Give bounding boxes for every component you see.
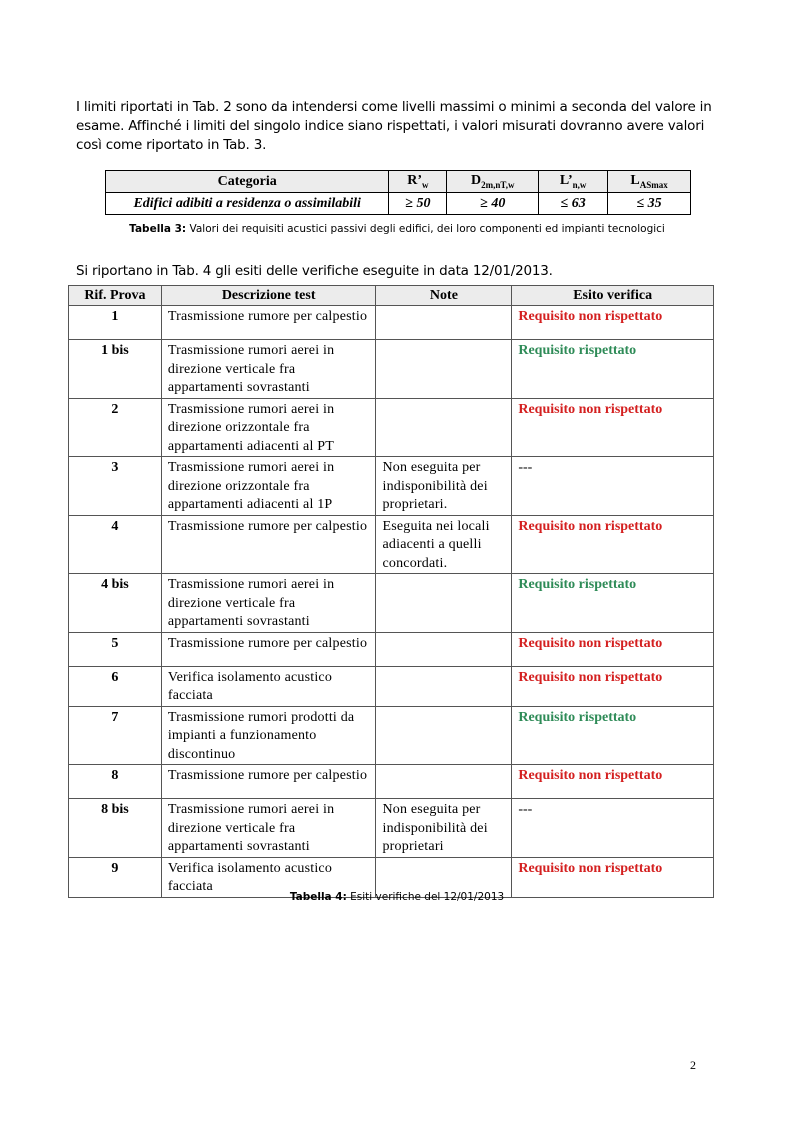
header-lnw <box>539 171 608 193</box>
requirements-header-row <box>106 171 691 193</box>
cell-esito: --- <box>512 799 714 858</box>
cell-note: Non eseguita per indisponibilità dei proprietari. <box>376 457 512 516</box>
header-esito: Esito verifica <box>512 286 714 306</box>
table-row <box>69 515 714 574</box>
header-d-sub: 2m,nT,w <box>481 179 515 190</box>
cell-descrizione: Trasmissione rumore per calpestio <box>161 765 376 799</box>
cell-categoria: Edifici adibiti a residenza o assimilabili <box>106 193 389 215</box>
cell-esito: Requisito non rispettato <box>512 857 714 897</box>
header-rw-main: R’ <box>407 173 422 189</box>
header-lasmax <box>608 171 691 193</box>
table4-caption-text: Esiti verifiche del 12/01/2013 <box>346 891 505 903</box>
table-row <box>69 457 714 516</box>
cell-descrizione: Verifica isolamento acustico facciata <box>161 857 376 897</box>
results-intro: Si riportano in Tab. 4 gli esiti delle verifiche eseguite in data 12/01/2013. <box>76 263 553 279</box>
table-row <box>69 340 714 399</box>
header-rw-sub: w <box>422 179 429 190</box>
cell-rw: ≥ 50 <box>389 193 447 215</box>
table3-caption-label: Tabella 3: <box>129 223 187 235</box>
cell-note <box>376 632 512 666</box>
cell-note <box>376 574 512 633</box>
table4-caption-label: Tabella 4: <box>289 891 347 903</box>
cell-descrizione: Trasmissione rumori prodotti da impianti a funzionamento discontinuo <box>161 706 376 765</box>
cell-descrizione: Trasmissione rumori aerei in direzione orizzontale fra appartamenti adiacenti al PT <box>161 398 376 457</box>
header-rw <box>389 171 447 193</box>
cell-rif: 7 <box>69 706 162 765</box>
cell-lasmax: ≤ 35 <box>608 193 691 215</box>
header-l-sub: n,w <box>572 179 587 190</box>
cell-descrizione: Trasmissione rumore per calpestio <box>161 515 376 574</box>
header-la-main: L <box>630 173 640 189</box>
table3-caption-text: Valori dei requisiti acustici passivi degli edifici, dei loro componenti ed impianti tecnologici <box>186 223 665 235</box>
cell-descrizione: Trasmissione rumori aerei in direzione orizzontale fra appartamenti adiacenti al 1P <box>161 457 376 516</box>
cell-esito: Requisito non rispettato <box>512 306 714 340</box>
cell-descrizione: Trasmissione rumore per calpestio <box>161 632 376 666</box>
cell-descrizione: Trasmissione rumori aerei in direzione verticale fra appartamenti sovrastanti <box>161 799 376 858</box>
cell-rif: 2 <box>69 398 162 457</box>
intro-line: così come riportato in Tab. 3. <box>76 137 267 153</box>
results-table <box>68 285 714 898</box>
table-row <box>69 574 714 633</box>
cell-note: Eseguita nei locali adiacenti a quelli concordati. <box>376 515 512 574</box>
header-d-main: D <box>471 173 482 189</box>
header-rif: Rif. Prova <box>69 286 162 306</box>
cell-rif: 4 bis <box>69 574 162 633</box>
header-categoria: Categoria <box>106 171 389 193</box>
cell-note <box>376 765 512 799</box>
table3-caption <box>0 223 794 235</box>
cell-descrizione: Trasmissione rumori aerei in direzione verticale fra appartamenti sovrastanti <box>161 340 376 399</box>
cell-esito: Requisito non rispettato <box>512 398 714 457</box>
cell-rif: 6 <box>69 666 162 706</box>
cell-esito: Requisito non rispettato <box>512 765 714 799</box>
requirements-table <box>105 170 691 215</box>
cell-esito: Requisito rispettato <box>512 340 714 399</box>
cell-descrizione: Trasmissione rumore per calpestio <box>161 306 376 340</box>
cell-rif: 1 bis <box>69 340 162 399</box>
table-row <box>69 398 714 457</box>
cell-d2m: ≥ 40 <box>447 193 539 215</box>
cell-esito: Requisito non rispettato <box>512 632 714 666</box>
cell-descrizione: Verifica isolamento acustico facciata <box>161 666 376 706</box>
cell-rif: 9 <box>69 857 162 897</box>
cell-esito: --- <box>512 457 714 516</box>
cell-note: Non eseguita per indisponibilità dei proprietari <box>376 799 512 858</box>
header-la-sub: ASmax <box>639 179 668 190</box>
cell-rif: 3 <box>69 457 162 516</box>
page-number: 2 <box>690 1058 696 1072</box>
requirements-row <box>106 193 691 215</box>
intro-line: esame. Affinché i limiti del singolo indice siano rispettati, i valori misurati dovranno avere valori <box>76 118 705 134</box>
cell-rif: 8 bis <box>69 799 162 858</box>
table-row <box>69 706 714 765</box>
cell-descrizione: Trasmissione rumori aerei in direzione verticale fra appartamenti sovrastanti <box>161 574 376 633</box>
intro-line: I limiti riportati in Tab. 2 sono da intendersi come livelli massimi o minimi a seconda del valore in <box>76 99 712 115</box>
cell-rif: 8 <box>69 765 162 799</box>
cell-note <box>376 398 512 457</box>
header-note: Note <box>376 286 512 306</box>
table-row <box>69 765 714 799</box>
cell-lnw: ≤ 63 <box>539 193 608 215</box>
cell-esito: Requisito rispettato <box>512 706 714 765</box>
cell-note <box>376 306 512 340</box>
cell-note <box>376 666 512 706</box>
cell-rif: 4 <box>69 515 162 574</box>
results-header-row <box>69 286 714 306</box>
cell-rif: 1 <box>69 306 162 340</box>
header-d2m <box>447 171 539 193</box>
header-descrizione: Descrizione test <box>161 286 376 306</box>
table4-caption <box>0 891 794 903</box>
table-row <box>69 666 714 706</box>
header-l-main: L’ <box>559 173 573 189</box>
table-row <box>69 306 714 340</box>
cell-note <box>376 706 512 765</box>
cell-esito: Requisito non rispettato <box>512 666 714 706</box>
table-row <box>69 632 714 666</box>
cell-rif: 5 <box>69 632 162 666</box>
intro-paragraph <box>76 98 726 155</box>
cell-note <box>376 340 512 399</box>
cell-esito: Requisito rispettato <box>512 574 714 633</box>
cell-esito: Requisito non rispettato <box>512 515 714 574</box>
table-row <box>69 799 714 858</box>
